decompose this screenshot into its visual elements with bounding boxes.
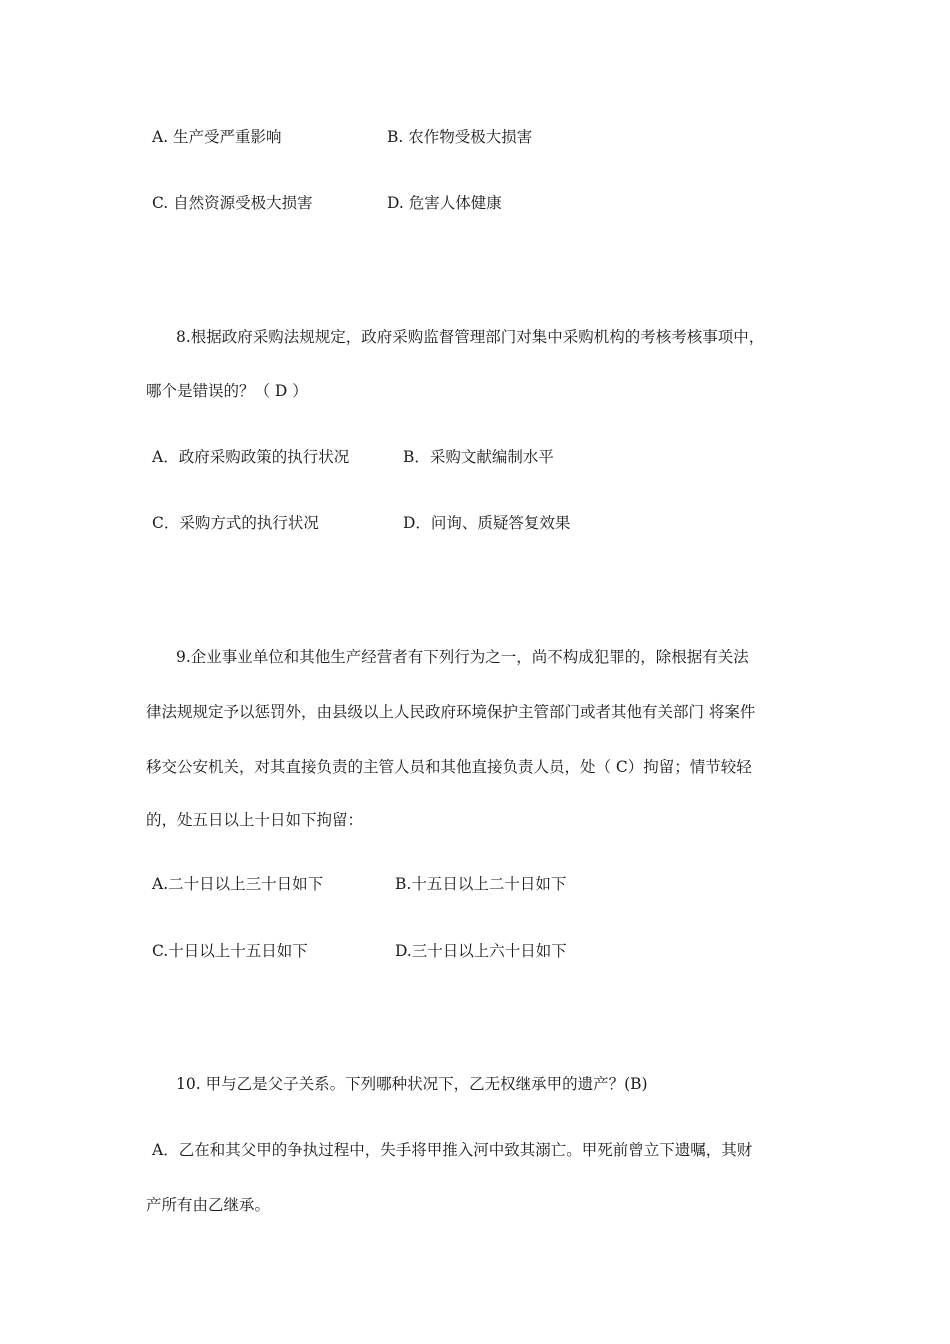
- q7-option-c: C. 自然资源受极大损害: [152, 194, 313, 212]
- q9-option-b: B.十五日以上二十日如下: [395, 875, 567, 893]
- q8-option-a: A．政府采购政策的执行状况: [152, 448, 350, 466]
- q10-stem: 10. 甲与乙是父子关系。下列哪种状况下，乙无权继承甲的遗产？(B): [176, 1075, 648, 1093]
- q9-stem-line-4: 的，处五日以上十日如下拘留：: [146, 811, 364, 829]
- q8-option-d: D．问询、质疑答复效果: [403, 514, 571, 532]
- q8-stem-line-2: 哪个是错误的？（ D ）: [146, 382, 308, 400]
- q8-option-c: C．采购方式的执行状况: [152, 514, 319, 532]
- q10-option-a-line-2: 产所有由乙继承。: [146, 1196, 271, 1214]
- q7-option-b: B. 农作物受极大损害: [387, 128, 533, 146]
- q9-option-c: C.十日以上十五日如下: [152, 942, 308, 960]
- q10-option-a-line-1: A．乙在和其父甲的争执过程中，失手将甲推入河中致其溺亡。甲死前曾立下遗嘱，其财: [152, 1141, 753, 1159]
- q8-option-b: B．采购文献编制水平: [403, 448, 554, 466]
- q9-stem-line-3: 移交公安机关，对其直接负责的主管人员和其他直接负责人员，处（ C）拘留；情节较轻: [146, 758, 752, 776]
- q9-stem-line-1: 9.企业事业单位和其他生产经营者有下列行为之一，尚不构成犯罪的，除根据有关法: [176, 648, 749, 666]
- q7-option-d: D. 危害人体健康: [387, 194, 502, 212]
- q7-option-a: A. 生产受严重影响: [152, 128, 282, 146]
- q9-stem-line-2: 律法规规定予以惩罚外，由县级以上人民政府环境保护主管部门或者其他有关部门 将案件: [146, 703, 756, 721]
- q9-option-d: D.三十日以上六十日如下: [395, 942, 567, 960]
- q9-option-a: A.二十日以上三十日如下: [152, 875, 324, 893]
- q8-stem-line-1: 8.根据政府采购法规规定，政府采购监督管理部门对集中采购机构的考核考核事项中，: [176, 328, 765, 346]
